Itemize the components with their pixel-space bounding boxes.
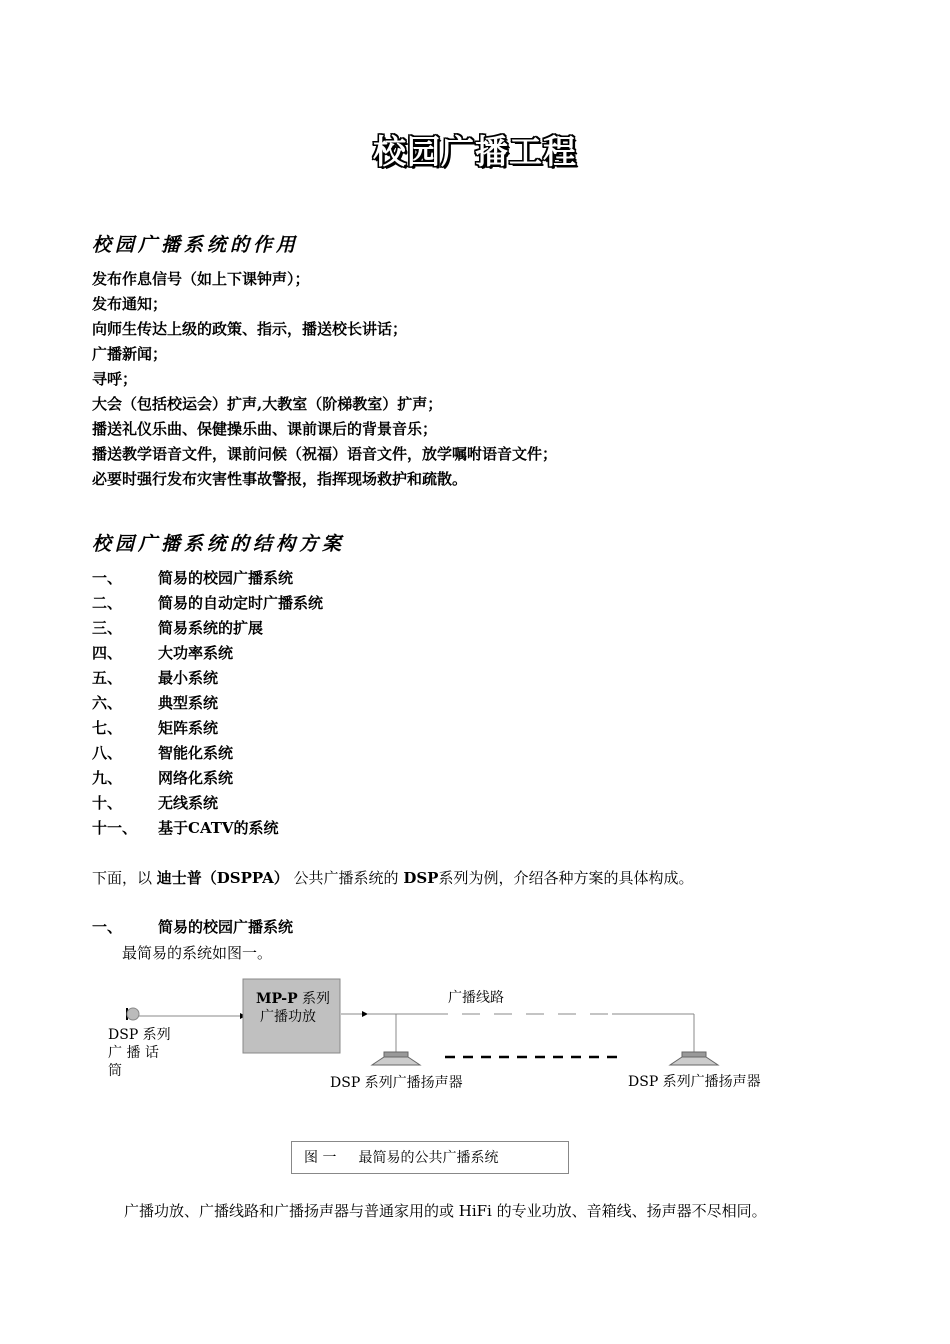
speaker-label-right: DSP 系列广播扬声器 [628,1074,761,1090]
subsection-desc: 最简易的系统如图一。 [122,944,273,962]
item-text: 智能化系统 [158,744,234,762]
item-text: 简易系统的扩展 [158,619,264,637]
microphone-icon [127,1008,139,1020]
item-text: 网络化系统 [158,769,234,787]
purpose-list [92,267,557,492]
subsection-title: 简易的校园广播系统 [158,918,294,936]
list-item [92,816,323,841]
mic-label: DSP 系列 [108,1027,171,1043]
item-text: 最小系统 [158,669,219,687]
figure-number: 图 一 [304,1150,337,1166]
item-text: 无线系统 [158,794,219,812]
figure-caption [291,1141,569,1174]
list-item: 寻呼； [92,370,138,388]
figure-title: 最简易的公共广播系统 [358,1150,499,1166]
list-item [92,791,323,816]
list-item [92,766,323,791]
list-item [92,741,323,766]
intro-text: 下面，以 [92,869,153,887]
item-text: 简易的自动定时广播系统 [158,594,324,612]
speaker-label-left: DSP 系列广播扬声器 [330,1075,463,1091]
amp-model: MP-P [256,991,298,1007]
item-text: 简易的校园广播系统 [158,569,294,587]
subsection-heading [92,915,293,940]
item-number: 二、 [92,594,123,612]
list-item: 播送礼仪乐曲、保健操乐曲、课前课后的背景音乐； [92,420,438,438]
list-item: 必要时强行发布灾害性事故警报，指挥现场救护和疏散。 [92,470,468,488]
list-item [92,591,323,616]
item-number: 十、 [92,794,123,812]
list-item [92,716,323,741]
item-number: 六、 [92,694,123,712]
page-title: 校园广播工程 [373,132,577,171]
intro-text: 公共广播系统的 [293,869,399,887]
list-item: 播送教学语音文件，课前问候（祝福）语音文件，放学嘱咐语音文件； [92,445,558,463]
line-label: 广播线路 [448,990,504,1006]
arrow-icon [362,1011,368,1017]
item-number: 八、 [92,744,123,762]
brand-name: 迪士普（DSPPA） [156,869,289,887]
series-name: DSP [403,869,439,887]
item-number: 一、 [92,569,123,587]
amp-series: 系列 [297,991,331,1007]
list-item [92,616,323,641]
item-text: 矩阵系统 [158,719,219,737]
item-number: 一、 [92,918,123,936]
intro-text: 系列为例，介绍各种方案的具体构成。 [438,869,694,887]
item-number: 九、 [92,769,123,787]
list-item: 发布通知； [92,295,168,313]
item-text: 典型系统 [158,694,219,712]
amp-label-line1 [256,988,330,1008]
list-item [92,641,323,666]
item-number: 四、 [92,644,123,662]
item-number: 十一、 [92,819,138,837]
closing-paragraph: 广播功放、广播线路和广播扬声器与普通家用的或 HiFi 的专业功放、音箱线、扬声器不尽相同。 [124,1202,767,1220]
section-heading-structure: 校园广播系统的结构方案 [92,533,346,555]
item-text: 基于CATV的系统 [158,819,279,837]
mic-label: 广 播 话 [108,1045,159,1061]
item-number: 三、 [92,619,123,637]
list-item: 广播新闻； [92,345,168,363]
item-number: 七、 [92,719,123,737]
intro-paragraph [92,867,693,888]
amp-label-line2: 广播功放 [260,1009,316,1025]
list-item: 大会（包括校运会）扩声,大教室（阶梯教室）扩声； [92,395,443,413]
list-item: 发布作息信号（如上下课钟声）； [92,270,310,288]
item-text: 大功率系统 [158,644,234,662]
structure-list [92,566,323,841]
speaker-icon [670,1052,718,1065]
list-item [92,691,323,716]
section-heading-purpose: 校园广播系统的作用 [92,234,300,256]
item-number: 五、 [92,669,123,687]
list-item [92,566,323,591]
mic-label: 筒 [108,1063,122,1079]
list-item [92,666,323,691]
speaker-icon [372,1052,420,1065]
list-item: 向师生传达上级的政策、指示，播送校长讲话； [92,320,408,338]
